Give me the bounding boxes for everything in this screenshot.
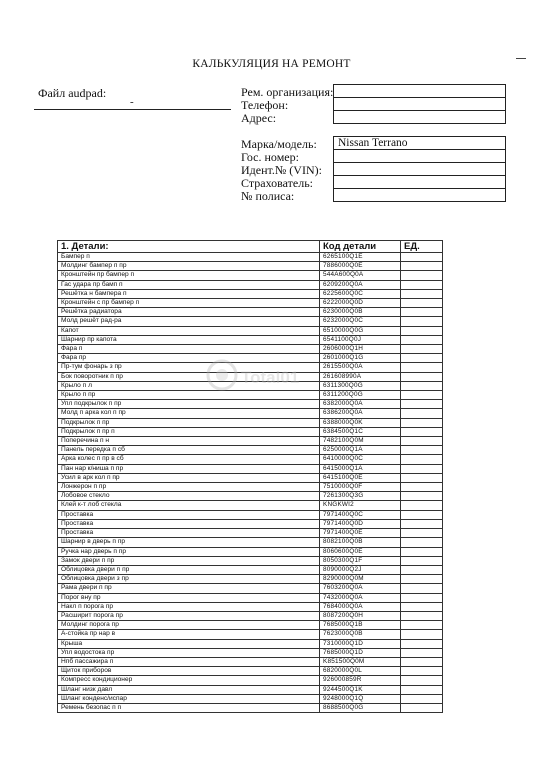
table-row	[58, 381, 443, 390]
part-name-cell: Накл п порога пр	[58, 602, 320, 611]
part-code-cell: 8050300Q1F	[320, 556, 401, 565]
part-code-cell: 6250000Q1A	[320, 446, 401, 455]
part-unit-cell[interactable]	[401, 280, 443, 289]
part-code-cell: 6415000Q1A	[320, 464, 401, 473]
table-row	[58, 262, 443, 271]
part-name-cell: Гас удара пр бамп п	[58, 280, 320, 289]
phone-label: Телефон:	[241, 98, 289, 112]
part-unit-cell[interactable]	[401, 391, 443, 400]
table-row	[58, 253, 443, 262]
part-name-cell: Крыло п л	[58, 381, 320, 390]
table-row	[58, 602, 443, 611]
part-unit-cell[interactable]	[401, 317, 443, 326]
part-name-cell: Замок двери п пр	[58, 556, 320, 565]
part-code-cell: 9248000Q1Q	[320, 694, 401, 703]
workshop-label: Рем. организация:	[241, 85, 334, 99]
part-unit-cell[interactable]	[401, 676, 443, 685]
part-name-cell: Рама двери п пр	[58, 584, 320, 593]
file-label: Файл audpad:	[38, 86, 107, 100]
part-name-cell: Ручка нар дверь п пр	[58, 547, 320, 556]
parts-table	[57, 240, 443, 713]
part-unit-cell[interactable]	[401, 372, 443, 381]
part-code-cell: 6222000Q0D	[320, 299, 401, 308]
workshop-labels	[241, 86, 333, 125]
part-name-cell: Крыло п пр	[58, 391, 320, 400]
part-name-cell: Облицовка двери з пр	[58, 575, 320, 584]
part-name-cell: Кронштейн пр бампер п	[58, 271, 320, 280]
part-code-cell: 6510000Q0G	[320, 326, 401, 335]
part-name-cell: Крыша	[58, 639, 320, 648]
table-row	[58, 565, 443, 574]
table-row	[58, 427, 443, 436]
part-name-cell: Расширит порога пр	[58, 611, 320, 620]
part-name-cell: Подкрылок п пр	[58, 418, 320, 427]
part-name-cell: Порог вну пр	[58, 593, 320, 602]
part-code-cell: 7886000Q0E	[320, 262, 401, 271]
table-row	[58, 630, 443, 639]
parts-header-code: Код детали	[320, 241, 401, 253]
part-unit-cell[interactable]	[401, 299, 443, 308]
table-row	[58, 335, 443, 344]
table-row	[58, 446, 443, 455]
part-code-cell: K851500Q0M	[320, 657, 401, 666]
watermark-text: Total01	[241, 368, 300, 387]
part-unit-cell[interactable]	[401, 602, 443, 611]
vehicle-fields	[333, 136, 506, 202]
workshop-field[interactable]	[334, 85, 506, 98]
table-row	[58, 593, 443, 602]
part-name-cell: Решётка н бампера п	[58, 289, 320, 298]
table-row	[58, 556, 443, 565]
part-name-cell: Упл подкрылок п пр	[58, 400, 320, 409]
document-title: КАЛЬКУЛЯЦИЯ НА РЕМОНТ	[192, 58, 351, 70]
part-unit-cell[interactable]	[401, 519, 443, 528]
table-row	[58, 400, 443, 409]
part-unit-cell[interactable]	[401, 326, 443, 335]
part-code-cell: 7310000Q1D	[320, 639, 401, 648]
table-row	[58, 363, 443, 372]
workshop-fields	[333, 84, 506, 124]
part-name-cell: Молд решёт рад-ра	[58, 317, 320, 326]
part-code-cell: 7685000Q1B	[320, 621, 401, 630]
part-code-cell: 6209200Q0A	[320, 280, 401, 289]
part-unit-cell[interactable]	[401, 409, 443, 418]
part-code-cell: 6311300Q0G	[320, 381, 401, 390]
table-row	[58, 501, 443, 510]
phone-field[interactable]	[334, 98, 506, 111]
part-code-cell: 8060600Q0E	[320, 547, 401, 556]
part-unit-cell[interactable]	[401, 418, 443, 427]
table-row	[58, 483, 443, 492]
part-code-cell: 8087200Q0H	[320, 611, 401, 620]
table-row	[58, 529, 443, 538]
part-code-cell: 7482100Q0M	[320, 437, 401, 446]
part-name-cell: Бампер п	[58, 253, 320, 262]
part-unit-cell[interactable]	[401, 289, 443, 298]
table-row	[58, 317, 443, 326]
part-name-cell: Щиток приборов	[58, 667, 320, 676]
part-code-cell: 7971400Q0D	[320, 519, 401, 528]
table-row	[58, 510, 443, 519]
model-label: Марка/модель:	[241, 137, 317, 151]
part-name-cell: Шланг конденс/испар	[58, 694, 320, 703]
part-name-cell: Лонжерон п пр	[58, 483, 320, 492]
part-name-cell: А-стойка пр нар в	[58, 630, 320, 639]
part-code-cell: 261608990A	[320, 372, 401, 381]
part-code-cell: 7261300Q3G	[320, 492, 401, 501]
part-name-cell: Фара пр	[58, 354, 320, 363]
part-unit-cell[interactable]	[401, 703, 443, 712]
table-row	[58, 703, 443, 712]
part-code-cell: 6384500Q1C	[320, 427, 401, 436]
part-unit-cell[interactable]	[401, 271, 443, 280]
insurer-field[interactable]	[334, 176, 506, 189]
part-code-cell: 2615500Q0A	[320, 363, 401, 372]
part-unit-cell[interactable]	[401, 483, 443, 492]
part-code-cell: KNGKWI2	[320, 501, 401, 510]
part-unit-cell[interactable]	[401, 473, 443, 482]
vehicle-labels	[241, 138, 322, 203]
part-name-cell: Панель передка п сб	[58, 446, 320, 455]
part-unit-cell[interactable]	[401, 363, 443, 372]
part-code-cell: 6541100Q0J	[320, 335, 401, 344]
part-unit-cell[interactable]	[401, 565, 443, 574]
table-row	[58, 639, 443, 648]
part-name-cell: Пан нар к/ниша п пр	[58, 464, 320, 473]
part-code-cell: 6232000Q0C	[320, 317, 401, 326]
part-code-cell: 6311200Q0G	[320, 391, 401, 400]
part-code-cell: 9244500Q1K	[320, 685, 401, 694]
part-unit-cell[interactable]	[401, 556, 443, 565]
table-row	[58, 280, 443, 289]
part-name-cell: Усил в арк кол п пр	[58, 473, 320, 482]
part-unit-cell[interactable]	[401, 437, 443, 446]
part-unit-cell[interactable]	[401, 639, 443, 648]
part-name-cell: Кронштейн с пр бампер п	[58, 299, 320, 308]
parts-header-unit: ЕД.	[401, 241, 443, 253]
policy-label: № полиса:	[241, 189, 295, 203]
part-unit-cell[interactable]	[401, 455, 443, 464]
table-row	[58, 685, 443, 694]
part-name-cell: Фара п	[58, 345, 320, 354]
part-code-cell: 544A600Q0A	[320, 271, 401, 280]
part-unit-cell[interactable]	[401, 381, 443, 390]
part-unit-cell[interactable]	[401, 253, 443, 262]
part-unit-cell[interactable]	[401, 427, 443, 436]
table-row	[58, 473, 443, 482]
part-code-cell: 6386200Q0A	[320, 409, 401, 418]
table-row	[58, 391, 443, 400]
part-code-cell: 7623000Q0B	[320, 630, 401, 639]
part-unit-cell[interactable]	[401, 667, 443, 676]
part-unit-cell[interactable]	[401, 354, 443, 363]
part-code-cell: 7603200Q0A	[320, 584, 401, 593]
table-row	[58, 492, 443, 501]
part-code-cell: 926000859R	[320, 676, 401, 685]
table-row	[58, 437, 443, 446]
part-unit-cell[interactable]	[401, 685, 443, 694]
table-row	[58, 547, 443, 556]
table-row	[58, 271, 443, 280]
part-unit-cell[interactable]	[401, 446, 443, 455]
table-row	[58, 409, 443, 418]
model-field[interactable]: Nissan Terrano	[334, 137, 506, 150]
part-unit-cell[interactable]	[401, 400, 443, 409]
part-unit-cell[interactable]	[401, 345, 443, 354]
part-code-cell: 6382000Q0A	[320, 400, 401, 409]
part-code-cell: 6820000Q0L	[320, 667, 401, 676]
file-underline	[34, 109, 231, 110]
part-name-cell: Арка колес п пр в сб	[58, 455, 320, 464]
table-row	[58, 584, 443, 593]
part-name-cell: Шланг низк давл	[58, 685, 320, 694]
part-code-cell: 7510000Q0F	[320, 483, 401, 492]
table-row	[58, 464, 443, 473]
parts-header-row	[58, 241, 443, 253]
part-code-cell: 7971400Q0E	[320, 529, 401, 538]
plate-field[interactable]	[334, 150, 506, 163]
table-row	[58, 611, 443, 620]
part-unit-cell[interactable]	[401, 464, 443, 473]
table-row	[58, 418, 443, 427]
table-row	[58, 308, 443, 317]
table-row	[58, 455, 443, 464]
part-code-cell: 6415100Q0E	[320, 473, 401, 482]
part-name-cell: Проставка	[58, 529, 320, 538]
part-name-cell: Решётка радиатора	[58, 308, 320, 317]
part-code-cell: 6410000Q0C	[320, 455, 401, 464]
part-code-cell: 2606000Q1H	[320, 345, 401, 354]
table-row	[58, 575, 443, 584]
part-unit-cell[interactable]	[401, 593, 443, 602]
part-unit-cell[interactable]	[401, 694, 443, 703]
vin-label: Идент.№ (VIN):	[241, 163, 322, 177]
part-name-cell: Проставка	[58, 510, 320, 519]
vin-field[interactable]	[334, 163, 506, 176]
part-name-cell: Молд п арка кол п пр	[58, 409, 320, 418]
part-unit-cell[interactable]	[401, 335, 443, 344]
table-row	[58, 621, 443, 630]
part-name-cell: Клей к-т лоб стекла	[58, 501, 320, 510]
part-name-cell: Лобовое стекло	[58, 492, 320, 501]
table-row	[58, 667, 443, 676]
table-row	[58, 657, 443, 666]
part-unit-cell[interactable]	[401, 584, 443, 593]
part-name-cell: Бок поворотник п пр	[58, 372, 320, 381]
part-name-cell: Нпб пассажира п	[58, 657, 320, 666]
address-label: Адрес:	[241, 111, 277, 125]
part-unit-cell[interactable]	[401, 510, 443, 519]
part-code-cell: 7432000Q0A	[320, 593, 401, 602]
part-code-cell: 7971400Q0C	[320, 510, 401, 519]
part-code-cell: 8090000Q2J	[320, 565, 401, 574]
part-code-cell: 6225600Q0C	[320, 289, 401, 298]
part-code-cell: 8688500Q0G	[320, 703, 401, 712]
part-unit-cell[interactable]	[401, 657, 443, 666]
part-unit-cell[interactable]	[401, 529, 443, 538]
table-row	[58, 289, 443, 298]
part-name-cell: Молдинг бампер п пр	[58, 262, 320, 271]
part-unit-cell[interactable]	[401, 492, 443, 501]
table-row	[58, 354, 443, 363]
part-code-cell: 8290000Q0M	[320, 575, 401, 584]
table-row	[58, 326, 443, 335]
table-row	[58, 694, 443, 703]
part-code-cell: 6265100Q1E	[320, 253, 401, 262]
part-unit-cell[interactable]	[401, 262, 443, 271]
part-name-cell: Капот	[58, 326, 320, 335]
table-row	[58, 676, 443, 685]
table-row	[58, 372, 443, 381]
table-row	[58, 299, 443, 308]
part-unit-cell[interactable]	[401, 575, 443, 584]
part-unit-cell[interactable]	[401, 611, 443, 620]
part-unit-cell[interactable]	[401, 547, 443, 556]
part-unit-cell[interactable]	[401, 621, 443, 630]
part-code-cell: 2601000Q1G	[320, 354, 401, 363]
part-name-cell: Облицовка двери п пр	[58, 565, 320, 574]
parts-table-body	[58, 253, 443, 713]
part-name-cell: Шарнир пр капота	[58, 335, 320, 344]
table-row	[58, 648, 443, 657]
plate-label: Гос. номер:	[241, 150, 299, 164]
table-row	[58, 538, 443, 547]
part-name-cell: Пр-тум фонарь з пр	[58, 363, 320, 372]
part-name-cell: Ремень безопас п п	[58, 703, 320, 712]
part-name-cell: Компресс кондиционер	[58, 676, 320, 685]
file-dash: -	[130, 96, 134, 108]
part-unit-cell[interactable]	[401, 308, 443, 317]
part-name-cell: Упл водостока пр	[58, 648, 320, 657]
part-unit-cell[interactable]	[401, 538, 443, 547]
part-code-cell: 8082100Q0B	[320, 538, 401, 547]
part-name-cell: Шарнир в дверь п пр	[58, 538, 320, 547]
address-field[interactable]	[334, 111, 506, 124]
part-name-cell: Проставка	[58, 519, 320, 528]
insurer-label: Страхователь:	[241, 176, 313, 190]
part-code-cell: 6230000Q0B	[320, 308, 401, 317]
table-row	[58, 345, 443, 354]
part-unit-cell[interactable]	[401, 501, 443, 510]
part-unit-cell[interactable]	[401, 630, 443, 639]
parts-header-name: 1. Детали:	[58, 241, 320, 253]
part-name-cell: Подкрылок п пр п	[58, 427, 320, 436]
part-unit-cell[interactable]	[401, 648, 443, 657]
part-name-cell: Поперечина п н	[58, 437, 320, 446]
part-name-cell: Молдинг порога пр	[58, 621, 320, 630]
part-code-cell: 7684000Q0A	[320, 602, 401, 611]
table-row	[58, 519, 443, 528]
part-code-cell: 6388000Q0K	[320, 418, 401, 427]
policy-field[interactable]	[334, 189, 506, 202]
part-code-cell: 7685000Q1D	[320, 648, 401, 657]
